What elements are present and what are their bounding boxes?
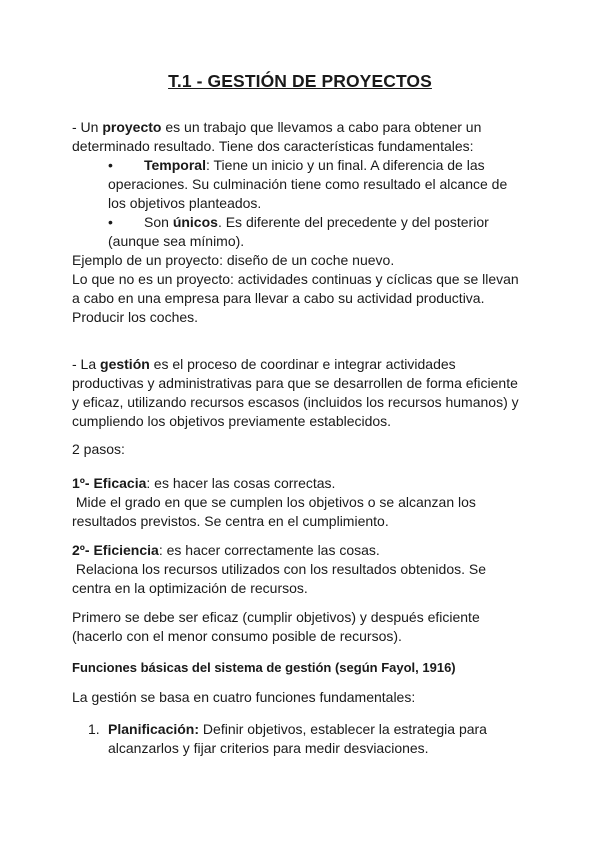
proyecto-line-1: - Un proyecto es un trabajo que llevamos a cabo para obtener un [72,119,482,135]
gestion-paragraph: - La gestión es el proceso de coordinar e integrar actividades productivas y administrativas para que se desarrollen de forma eficiente y eficaz, utilizando recursos escasos (incluidos los recursos humanos) y cumpliendo los objetivos previamente establecidos. [72,356,519,429]
proyecto-line-2: determinado resultado. Tiene dos características fundamentales: [72,138,474,154]
proyecto-examples: Ejemplo de un proyecto: diseño de un coche nuevo. Lo que no es un proyecto: actividades continuas y cíclicas que se llevan a cabo en una empresa para llevar a cabo su actividad productiva. Producir los coches. [72,251,532,327]
eficacia-paragraph: 1º- Eficacia: es hacer las cosas correctas. Mide el grado en que se cumplen los objetivos o se alcanzan los resultados previstos. Se centra en el cumplimiento. [72,475,476,529]
bullet-temporal: Temporal: Tiene un inicio y un final. A diferencia de las operaciones. Su culminación tiene como resultado el alcance de los objetivos planteados. [108,157,508,211]
unicos-term: únicos [172,214,218,230]
proyecto-paragraph [72,118,532,156]
funciones-heading: Funciones básicas del sistema de gestión (según Fayol, 1916) [72,660,456,675]
bullet-unicos: Son únicos. Es diferente del precedente y del posterior (aunque sea mínimo). [108,214,489,249]
pasos-label: 2 pasos: [72,441,125,457]
page-title: T.1 - GESTIÓN DE PROYECTOS [168,71,432,91]
primero-paragraph: Primero se debe ser eficaz (cumplir objetivos) y después eficiente (hacerlo con el menor consumo posible de recursos). [72,609,480,644]
eficiencia-paragraph: 2º- Eficiencia: es hacer correctamente las cosas. Relaciona los recursos utilizados con los resultados obtenidos. Se centra en la optimización de recursos. [72,542,487,596]
proyecto-term: proyecto [102,119,162,135]
funciones-intro: La gestión se basa en cuatro funciones fundamentales: [72,689,416,705]
eficacia-term: 1º- Eficacia [72,475,147,491]
planificacion-term: Planificación: [108,721,200,737]
bullet-marker: • [108,214,113,230]
list-item-planificacion: Planificación: Definir objetivos, establecer la estrategia para alcanzarlos y fijar criterios para medir desviaciones. [108,721,487,756]
gestion-term: gestión [100,356,150,372]
temporal-term: Temporal [144,157,206,173]
example-line: Ejemplo de un proyecto: diseño de un coche nuevo. [72,252,395,268]
bullet-marker: • [108,157,113,173]
eficiencia-term: 2º- Eficiencia [72,542,159,558]
list-number: 1. [88,721,100,737]
